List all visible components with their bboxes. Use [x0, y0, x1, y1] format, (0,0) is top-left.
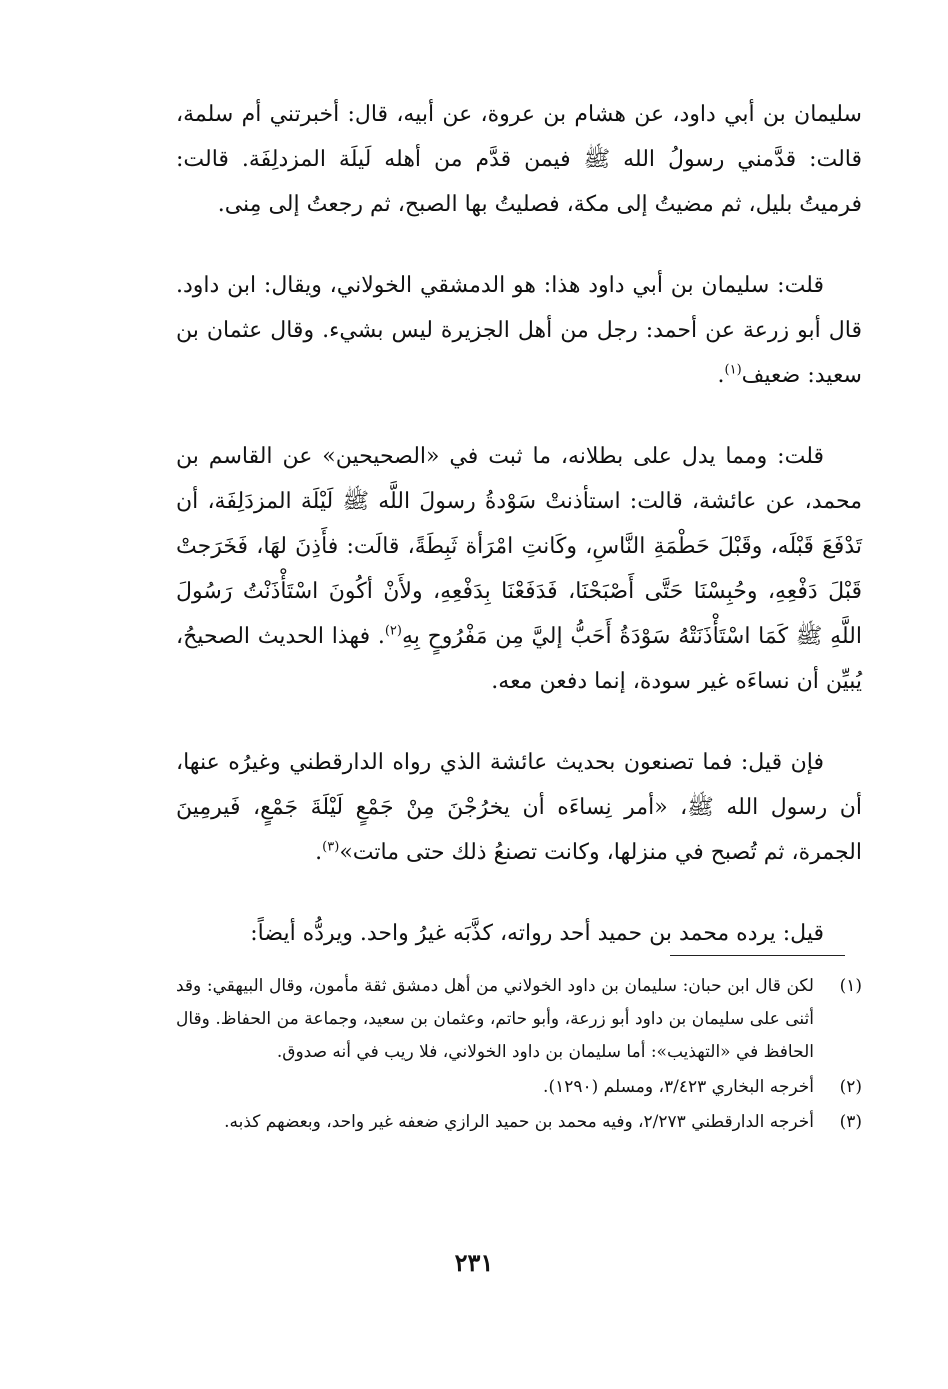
main-text: [176, 92, 862, 992]
paragraph-5: [176, 911, 862, 956]
footnote-text: أخرجه البخاري ٣/٤٢٣، ومسلم (١٢٩٠).: [543, 1077, 814, 1097]
paragraph-3-tail: . فهذا الحديث الصحيحُ، يُبيِّن أن نساءَه غير سودة، إنما دفعن معه.: [176, 624, 862, 694]
footnote-text: أخرجه الدارقطني ٢/٢٧٣، وفيه محمد بن حميد الرازي ضعفه غير واحد، وبعضهم كذبه.: [224, 1112, 814, 1132]
footnote-2: [176, 1071, 862, 1104]
paragraph-4: [176, 740, 862, 875]
paragraph-4-end: .: [315, 840, 323, 865]
paragraph-4-close-quote: »: [339, 840, 353, 865]
footnote-number: (٢): [839, 1077, 862, 1097]
paragraph-2-text: قلت: سليمان بن أبي داود هذا: هو الدمشقي الخولاني، ويقال: ابن داود. قال أبو زرعة عن أحمد: رجل من أهل الجزيرة ليس بشيء. وقال عثمان بن سعيد: ضعيف: [176, 273, 862, 388]
page-number: ٢٣١: [454, 1248, 494, 1277]
footnote-1: [176, 970, 862, 1069]
paragraph-5-text: قيل: يرده محمد بن حميد أحد رواته، كذَّبَه غيرُ واحد. ويردُّه أيضاً:: [250, 921, 824, 946]
footnote-ref-1[interactable]: (١): [724, 362, 742, 378]
footnote-ref-2[interactable]: (٢): [384, 623, 402, 639]
paragraph-4-text: فإن قيل: فما تصنعون بحديث عائشة الذي رواه الدارقطني وغيرُه عنها، أن رسول الله ﷺ، «أمر نِساءَه أن يخرُجْنَ مِنْ جَمْعٍ لَيْلَةَ جَمْعٍ، فَيرمِينَ الجمرة، ثم تُصبح في منزلها، وكانت تصنعُ ذلك حتى ماتت: [176, 750, 862, 865]
paragraph-2-end: .: [717, 363, 725, 388]
footnotes: [176, 970, 862, 1141]
footnote-text: لكن قال ابن حبان: سليمان بن داود الخولاني من أهل دمشق ثقة مأمون، وقال البيهقي: وقد أثنى على سليمان بن داود أبو زرعة، وأبو حاتم، وعثمان بن سعيد، وجماعة من الحفاظ. وقال الحافظ في «التهذيب»: أما سليمان بن داود الخولاني، فلا ريب في أنه صدوق.: [176, 976, 814, 1062]
footnote-number: (٣): [839, 1112, 862, 1132]
paragraph-3: [176, 434, 862, 704]
paragraph-3-text: قلت: ومما يدل على بطلانه، ما ثبت في «الصحيحين» عن القاسم بن محمد، عن عائشة، قالت: استأذنتْ سَوْدةُ رسولَ اللَّه ﷺ لَيْلَة المزدَلِفَة، أن تَدْفَعَ قَبْلَه، وقَبْلَ حَطْمَةِ النَّاسِ، وكَانتِ امْرَأة ثَبِطَةً، قالَت: فأَذِنَ لهَا، فَخَرَجتْ قَبْلَ دَفْعِهِ، وحُبِسْنَا حَتَّى أَصْبَحْنَا، فَدَفَعْنَا بِدَفْعِهِ، ولأَنْ أكُونَ اسْتَأْذَنْتُ رَسُولَ اللَّهِ ﷺ كَمَا اسْتَأْذَنَتْهُ سَوْدَةُ أَحَبُّ إليَّ مِن مَفْرُوحٍ بِهِ: [176, 444, 862, 649]
footnote-ref-3[interactable]: (٣): [322, 839, 340, 855]
footnote-number: (١): [839, 976, 862, 996]
footnote-divider: [670, 955, 845, 956]
footnote-3: [176, 1106, 862, 1139]
paragraph-1: [176, 92, 862, 227]
paragraph-2: [176, 263, 862, 398]
paragraph-1-text: سليمان بن أبي داود، عن هشام بن عروة، عن أبيه، قال: أخبرتني أم سلمة، قالت: قدَّمني رسولُ الله ﷺ فيمن قدَّم من أهله لَيلَة المزدلِفَة. قالت: فرميتُ بليل، ثم مضيتُ إلى مكة، فصليتُ بها الصبح، ثم رجعتُ إلى مِنى.: [176, 102, 863, 217]
